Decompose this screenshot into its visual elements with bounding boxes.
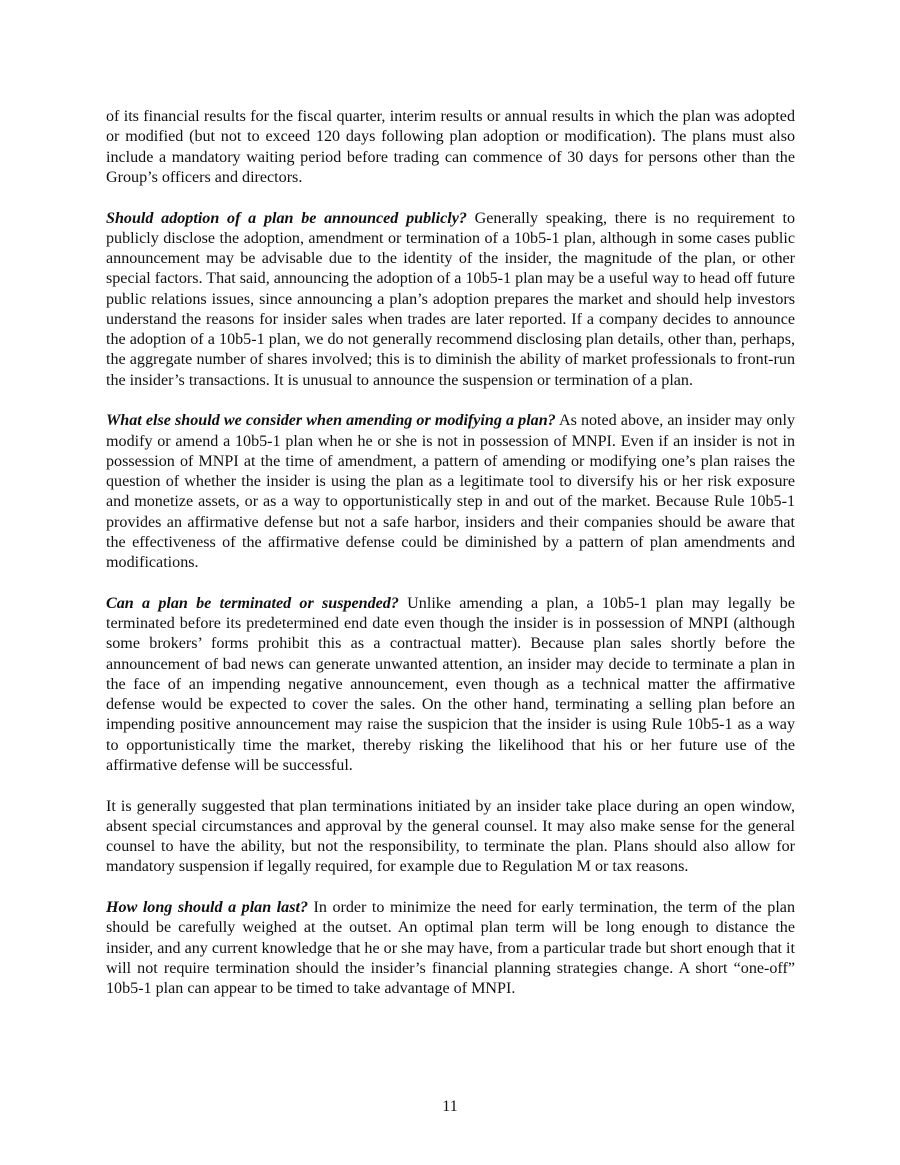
paragraph-heading: What else should we consider when amending or modifying a plan? bbox=[106, 412, 556, 430]
paragraph-body: Unlike amending a plan, a 10b5-1 plan may legally be terminated before its predetermined end date even though the insider is in possession of MNPI (although some brokers’ forms prohibit this as a contractual matter). Because plan sales shortly before the announcement of bad news can generate unwanted attention, an insider may decide to terminate a plan in the face of an impending negative announcement, even though as a technical matter the affirmative defense would be expected to cover the sales. On the other hand, terminating a selling plan before an impending positive announcement may raise the suspicion that the insider is using Rule 10b5-1 as a way to opportunistically time the market, thereby risking the likelihood that his or her future use of the affirmative defense will be successful. bbox=[106, 594, 795, 774]
page-number: 11 bbox=[442, 1098, 458, 1115]
paragraph-plan-duration bbox=[106, 898, 795, 999]
paragraph-continuation bbox=[106, 107, 795, 188]
paragraph-body: Generally speaking, there is no requirement to publicly disclose the adoption, amendment or termination of a 10b5-1 plan, although in some cases public announcement may be advisable due to the identity of the insider, the magnitude of the plan, or other special factors. That said, announcing the adoption of a 10b5-1 plan may be a useful way to head off future public relations issues, since announcing a plan’s adoption prepares the market and should help investors understand the reasons for insider sales when trades are later reported. If a company decides to announce the adoption of a 10b5-1 plan, we do not generally recommend disclosing plan details, other than, perhaps, the aggregate number of shares involved; this is to diminish the ability of market professionals to front-run the insider’s transactions. It is unusual to announce the suspension or termination of a plan. bbox=[106, 209, 795, 389]
paragraph-heading: Should adoption of a plan be announced publicly? bbox=[106, 209, 467, 227]
paragraph-amending-modifying bbox=[106, 411, 795, 573]
paragraph-termination-guidance bbox=[106, 797, 795, 878]
paragraph-terminated-suspended bbox=[106, 594, 795, 776]
paragraph-heading: Can a plan be terminated or suspended? bbox=[106, 594, 399, 612]
paragraph-body: In order to minimize the need for early termination, the term of the plan should be carefully weighed at the outset. An optimal plan term will be long enough to distance the insider, and any current knowledge that he or she may have, from a particular trade but short enough that it will not require termination should the insider’s financial planning strategies change. A short “one-off” 10b5-1 plan can appear to be timed to take advantage of MNPI. bbox=[106, 899, 796, 997]
paragraph-body: As noted above, an insider may only modify or amend a 10b5-1 plan when he or she is not in possession of MNPI. Even if an insider is not in possession of MNPI at the time of amendment, a pattern of amending or modifying one’s plan raises the question of whether the insider is using the plan as a legitimate tool to diversify his or her risk exposure and monetize assets, or as a way to opportunistically step in and out of the market. Because Rule 10b5-1 provides an affirmative defense but not a safe harbor, insiders and their companies should be aware that the effectiveness of the affirmative defense could be diminished by a pattern of plan amendments and modifications. bbox=[106, 412, 795, 571]
paragraph-body: It is generally suggested that plan terminations initiated by an insider take place during an open window, absent special circumstances and approval by the general counsel. It may also make sense for the general counsel to have the ability, but not the responsibility, to terminate the plan. Plans should also allow for mandatory suspension if legally required, for example due to Regulation M or tax reasons. bbox=[106, 797, 795, 876]
paragraph-body: of its financial results for the fiscal quarter, interim results or annual results in which the plan was adopted or modified (but not to exceed 120 days following plan adoption or modification). The plans must also include a mandatory waiting period before trading can commence of 30 days for persons other than the Group’s officers and directors. bbox=[106, 108, 795, 186]
document-page bbox=[106, 107, 795, 1020]
paragraph-heading: How long should a plan last? bbox=[106, 899, 308, 916]
paragraph-announce-publicly bbox=[106, 209, 795, 391]
